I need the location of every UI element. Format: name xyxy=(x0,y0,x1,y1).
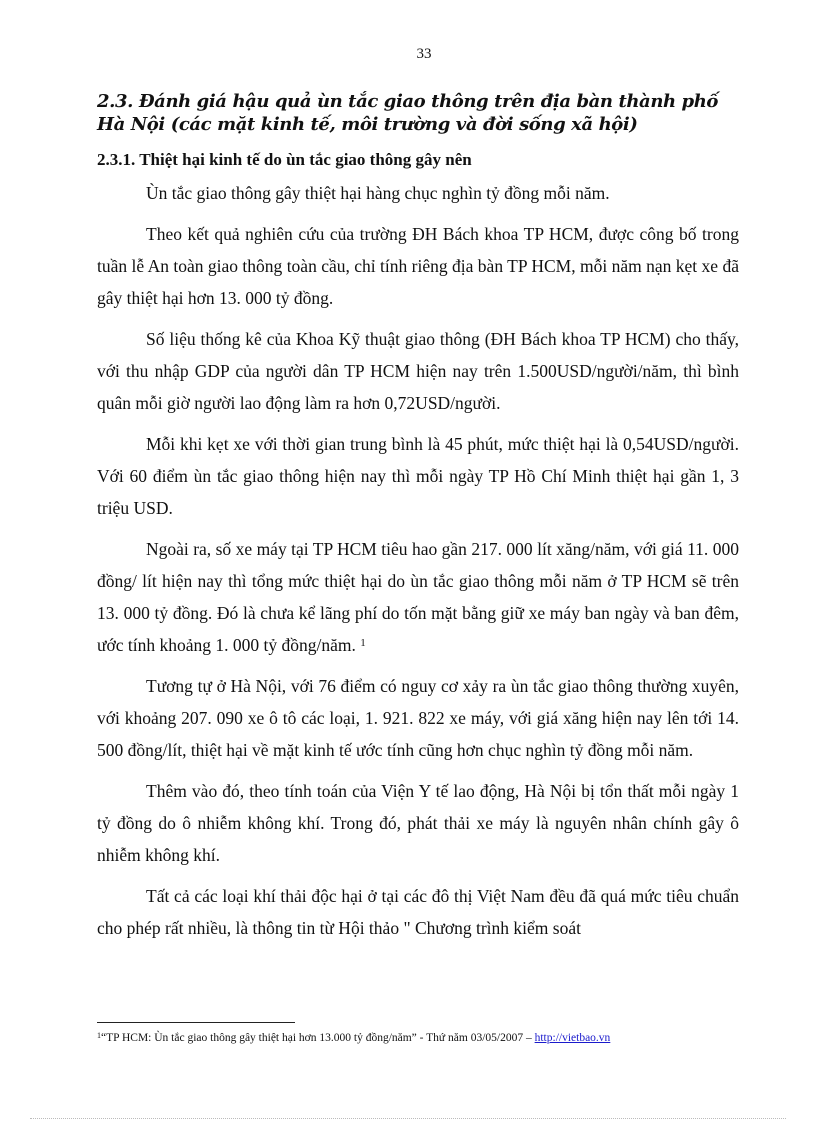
footnote-marker: 1 xyxy=(97,1031,101,1040)
paragraph: Tương tự ở Hà Nội, với 76 điểm có nguy cơ xảy ra ùn tắc giao thông thường xuyên, với khoảng 207. 090 xe ô tô các loại, 1. 921. 822 xe máy, với giá xăng hiện nay lên tới 14. 500 đồng/lít, thiệt hại về mặt kinh tế ước tính cũng hơn chục nghìn tỷ đồng mỗi năm. xyxy=(97,676,739,760)
page-bottom-border xyxy=(30,1118,786,1119)
page-body xyxy=(97,90,739,953)
footnote-divider xyxy=(97,1022,295,1023)
footnote-link[interactable]: http://vietbao.vn xyxy=(534,1032,611,1044)
footnote-text: “TP HCM: Ùn tắc giao thông gây thiệt hại hơn 13.000 tỷ đồng/năm” - Thứ năm 03/05/2007 – xyxy=(101,1032,532,1044)
paragraph: Thêm vào đó, theo tính toán của Viện Y tế lao động, Hà Nội bị tổn thất mỗi ngày 1 tỷ đồng do ô nhiễm không khí. Trong đó, phát thải xe máy là nguyên nhân chính gây ô nhiễm không khí. xyxy=(97,781,739,865)
paragraph-text: Ngoài ra, số xe máy tại TP HCM tiêu hao gần 217. 000 lít xăng/năm, với giá 11. 000 đồng/ lít hiện nay thì tổng mức thiệt hại do ùn tắc giao thông mỗi năm ở TP HCM sẽ trên 13. 000 tỷ đồng. Đó là chưa kể lãng phí do tốn mặt bằng giữ xe máy ban ngày và ban đêm, ước tính khoảng 1. 000 tỷ đồng/năm. xyxy=(97,539,739,655)
page-number: 33 xyxy=(416,46,432,62)
paragraph: Theo kết quả nghiên cứu của trường ĐH Bách khoa TP HCM, được công bố trong tuần lễ An toàn giao thông toàn cầu, chỉ tính riêng địa bàn TP HCM, mỗi năm nạn kẹt xe đã gây thiệt hại hơn 13. 000 tỷ đồng. xyxy=(97,224,739,308)
section-title: 2.3. Đánh giá hậu quả ùn tắc giao thông trên địa bàn thành phố Hà Nội (các mặt kinh tế, môi trường và đời sống xã hội) xyxy=(97,91,719,135)
paragraph: Ùn tắc giao thông gây thiệt hại hàng chục nghìn tỷ đồng mỗi năm. xyxy=(146,183,610,203)
paragraph: Số liệu thống kê của Khoa Kỹ thuật giao thông (ĐH Bách khoa TP HCM) cho thấy, với thu nhập GDP của người dân TP HCM hiện nay trên 1.500USD/người/năm, thì bình quân mỗi giờ người lao động làm ra hơn 0,72USD/người. xyxy=(97,329,739,413)
paragraph: Mỗi khi kẹt xe với thời gian trung bình là 45 phút, mức thiệt hại là 0,54USD/người. Với 60 điểm ùn tắc giao thông hiện nay thì mỗi ngày TP Hồ Chí Minh thiệt hại gần 1, 3 triệu USD. xyxy=(97,434,739,518)
paragraph: Tất cả các loại khí thải độc hại ở tại các đô thị Việt Nam đều đã quá mức tiêu chuẩn cho phép rất nhiều, là thông tin từ Hội thảo " Chương trình kiểm soát xyxy=(97,886,739,938)
subsection-title: 2.3.1. Thiệt hại kinh tế do ùn tắc giao thông gây nên xyxy=(97,150,472,169)
footnote xyxy=(97,1031,747,1045)
footnote-reference[interactable]: 1 xyxy=(360,637,366,649)
paragraph-with-footnote xyxy=(97,533,739,661)
